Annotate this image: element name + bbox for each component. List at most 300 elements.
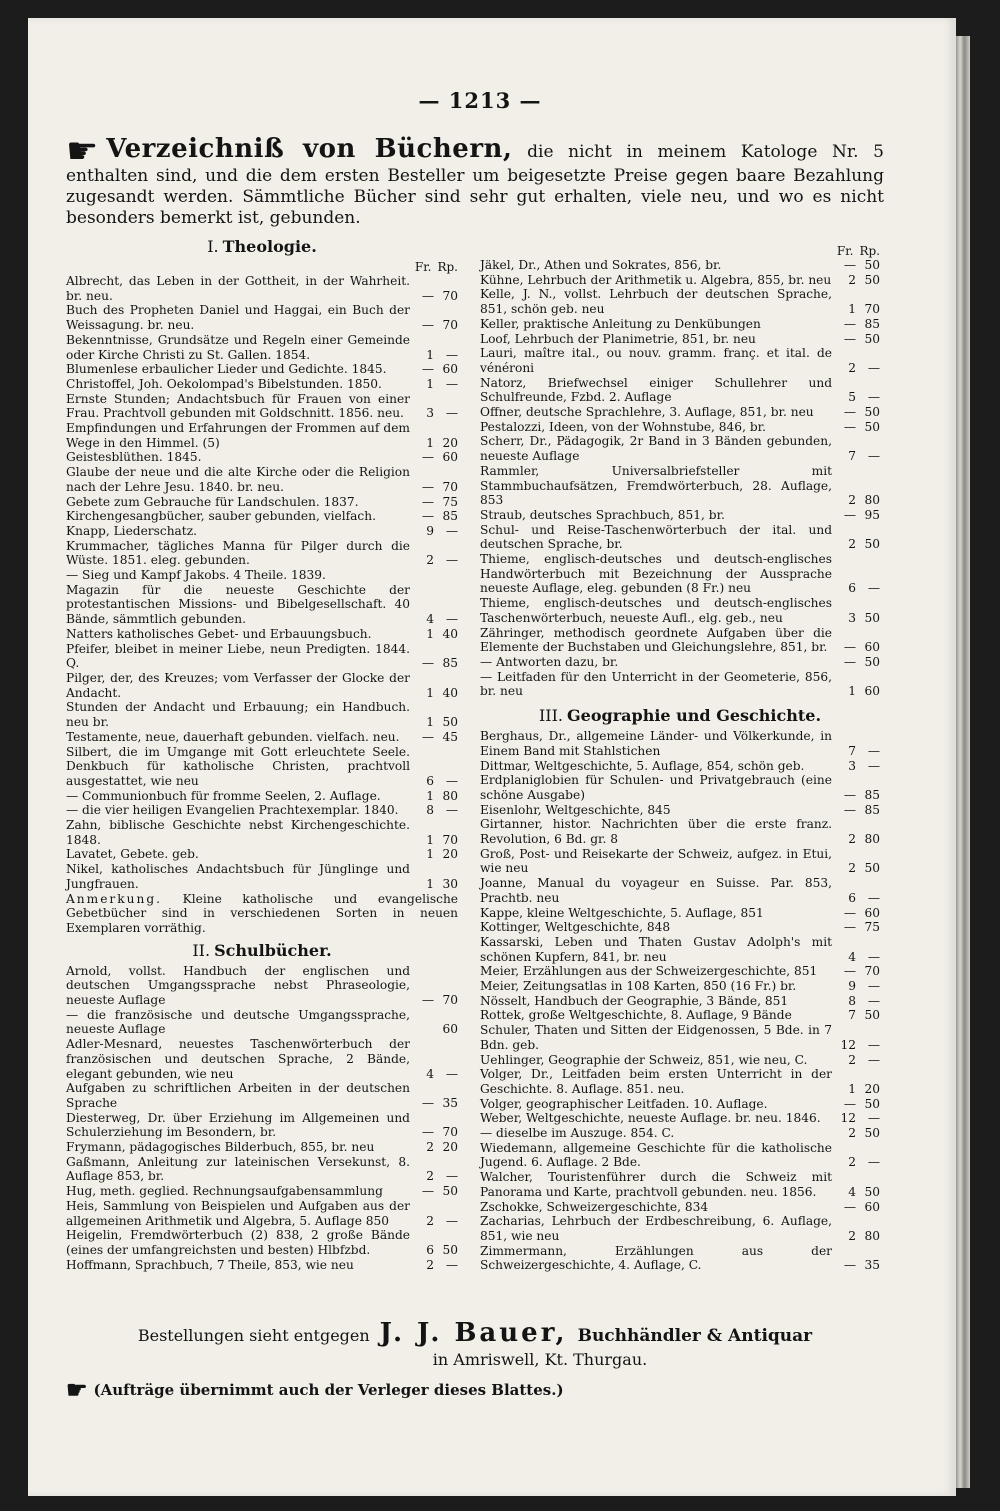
- book-title: Schul- und Reise-Taschenwörterbuch der ital. und deutschen Sprache, br.: [480, 522, 832, 552]
- page-number: — 1213 —: [418, 88, 542, 113]
- book-title: Arnold, vollst. Handbuch der englischen und deutschen Umgangssprache nebst Phraseologie, neueste Auflage: [66, 963, 410, 1008]
- book-title: Eisenlohr, Weltgeschichte, 845: [480, 802, 671, 817]
- price-rappen: 50: [864, 258, 880, 272]
- price-francs: 7: [848, 449, 856, 464]
- price-francs: 1: [426, 685, 434, 700]
- price-francs: 2: [426, 1169, 434, 1184]
- price-rappen: —: [867, 1037, 880, 1052]
- book-entry: [66, 1037, 458, 1081]
- book-entry: [66, 568, 458, 583]
- book-entry: [66, 362, 458, 377]
- book-title: Thieme, englisch-deutsches und deutsch-englisches Taschenwörterbuch, neueste Aufl., elg. geb., neu: [480, 596, 832, 625]
- book-title: Heis, Sammlung von Beispielen und Aufgaben aus der allgemeinen Arithmetik und Algebra, 5. Auflage 850: [66, 1198, 410, 1228]
- price-francs: —: [843, 1199, 856, 1214]
- book-title: Groß, Post- und Reisekarte der Schweiz, aufgez. in Etui, wie neu: [480, 846, 832, 876]
- price-rappen: —: [867, 449, 880, 464]
- price-rappen: 80: [864, 493, 880, 508]
- price-rappen: 85: [864, 787, 880, 802]
- price-francs: —: [843, 1258, 856, 1273]
- book-entry: [480, 1244, 880, 1273]
- price-rappen: —: [867, 1052, 880, 1067]
- price-francs: 1: [426, 847, 434, 862]
- book-title: Lauri, maître ital., ou nouv. gramm. franç. et ital. de vénéroni: [480, 346, 832, 375]
- price-francs: —: [843, 1096, 856, 1111]
- price-francs: 1: [426, 626, 434, 641]
- book-title: Magazin für die neueste Geschichte der protestantischen Missions- und Bibelgesellschaft. 40 Bände, sämmtlich gebunden.: [66, 582, 410, 627]
- book-entry: [480, 405, 880, 420]
- book-entry: [480, 729, 880, 758]
- price-rappen: 70: [442, 1125, 458, 1140]
- book-entry: [480, 258, 880, 273]
- price-francs: —: [421, 729, 434, 744]
- book-title: Pilger, der, des Kreuzes; vom Verfasser der Glocke der Andacht.: [66, 670, 410, 700]
- book-entry: [480, 273, 880, 288]
- book-entry: [66, 642, 458, 671]
- book-entry: [480, 773, 880, 802]
- order-text: Bestellungen sieht entgegen: [137, 1326, 370, 1345]
- book-entry: [66, 1081, 458, 1110]
- book-title: — die französische und deutsche Umgangssprache, neueste Auflage: [66, 1007, 410, 1037]
- book-title: — Communionbuch für fromme Seelen, 2. Auflage.: [66, 788, 381, 803]
- list-schulbuecher-cont: [480, 258, 880, 699]
- book-entry: [480, 876, 880, 905]
- book-entry: [66, 392, 458, 421]
- price-rappen: 60: [442, 1022, 458, 1037]
- price-francs: 9: [848, 979, 856, 994]
- price-rappen: 50: [864, 654, 880, 669]
- price-rappen: 95: [864, 507, 880, 522]
- book-entry: [480, 464, 880, 508]
- book-entry: [480, 1097, 880, 1112]
- price-rappen: 50: [864, 610, 880, 625]
- price-francs: 1: [848, 1081, 856, 1096]
- book-entry: [66, 509, 458, 524]
- price-rappen: 50: [442, 715, 458, 730]
- price-rappen: —: [867, 890, 880, 905]
- price-rappen: 50: [864, 419, 880, 434]
- book-title: Rottek, große Weltgeschichte, 8. Auflage, 9 Bände: [480, 1008, 792, 1023]
- price-francs: —: [421, 318, 434, 333]
- book-title: Offner, deutsche Sprachlehre, 3. Auflage, 851, br. neu: [480, 405, 814, 420]
- book-entry: [480, 1200, 880, 1215]
- price-francs: —: [843, 258, 856, 272]
- book-entry: [480, 920, 880, 935]
- price-rappen: —: [445, 523, 458, 538]
- book-entry: [480, 332, 880, 347]
- price-rappen: 35: [442, 1095, 458, 1110]
- price-rappen: 60: [864, 905, 880, 920]
- price-rappen: 70: [442, 479, 458, 494]
- price-francs: —: [421, 656, 434, 671]
- book-title: Aufgaben zu schriftlichen Arbeiten in der deutschen Sprache: [66, 1081, 410, 1110]
- book-entry: [480, 964, 880, 979]
- book-entry: [480, 552, 880, 596]
- left-column: [66, 236, 458, 1272]
- book-entry: [480, 626, 880, 655]
- book-title: Kirchengesangbücher, sauber gebunden, vielfach.: [66, 509, 376, 524]
- book-title: Natorz, Briefwechsel einiger Schullehrer und Schulfreunde, Fzbd. 2. Auflage: [480, 375, 832, 405]
- price-francs: 2: [848, 493, 856, 508]
- book-entry: [66, 700, 458, 729]
- price-rappen: 60: [864, 684, 880, 699]
- book-entry: [480, 1214, 880, 1243]
- book-entry: [66, 450, 458, 465]
- book-entry: [66, 671, 458, 700]
- price-rappen: 60: [442, 362, 458, 377]
- book-entry: [480, 1008, 880, 1023]
- price-rappen: 85: [864, 316, 880, 331]
- book-entry: [480, 1053, 880, 1068]
- price-rappen: 50: [864, 1096, 880, 1111]
- price-francs: —: [843, 964, 856, 979]
- book-entry: [66, 421, 458, 450]
- book-entry: [66, 847, 458, 862]
- book-entry: [480, 287, 880, 316]
- price-rappen: —: [867, 979, 880, 994]
- book-title: Bekenntnisse, Grundsätze und Regeln einer Gemeinde oder Kirche Christi zu St. Gallen. 1854.: [66, 332, 410, 362]
- price-rappen: 70: [442, 993, 458, 1008]
- price-francs: 6: [848, 890, 856, 905]
- price-francs: 6: [848, 581, 856, 596]
- book-entry: [480, 596, 880, 625]
- book-entry: [480, 1126, 880, 1141]
- price-francs: 6: [426, 773, 434, 788]
- price-francs: 2: [426, 1257, 434, 1272]
- list-schulbuecher: [66, 964, 458, 1273]
- price-rappen: 70: [442, 318, 458, 333]
- book-entry: [66, 377, 458, 392]
- price-francs: —: [421, 1095, 434, 1110]
- list-geographie: [480, 729, 880, 1273]
- book-entry: [66, 274, 458, 303]
- price-francs: 5: [848, 390, 856, 405]
- book-entry: [66, 1258, 458, 1273]
- price-rappen: 50: [864, 1184, 880, 1199]
- price-francs: —: [421, 362, 434, 377]
- price-rappen: —: [867, 949, 880, 964]
- price-rappen: —: [445, 1257, 458, 1272]
- price-francs: —: [843, 419, 856, 434]
- book-title: Lavatet, Gebete. geb.: [66, 847, 199, 862]
- price-rappen: —: [867, 743, 880, 758]
- book-entry: [480, 759, 880, 774]
- price-francs: 2: [848, 272, 856, 287]
- book-entry: [480, 1141, 880, 1170]
- book-entry: [480, 523, 880, 552]
- book-entry: [66, 333, 458, 362]
- book-title: Weber, Weltgeschichte, neueste Auflage. br. neu. 1846.: [480, 1111, 821, 1126]
- book-title: — Leitfaden für den Unterricht in der Geometerie, 856, br. neu: [480, 669, 832, 699]
- book-title: Zimmermann, Erzählungen aus der Schweizergeschichte, 4. Auflage, C.: [480, 1243, 832, 1273]
- book-title: Volger, Dr., Leitfaden beim ersten Unterricht in der Geschichte. 8. Auflage. 851. neu.: [480, 1067, 832, 1096]
- price-francs: 1: [426, 435, 434, 450]
- price-rappen: 70: [864, 964, 880, 979]
- book-title: Ernste Stunden; Andachtsbuch für Frauen von einer Frau. Prachtvoll gebunden mit Goldschnitt. 1856. neu.: [66, 391, 410, 421]
- price-rappen: 50: [864, 861, 880, 876]
- book-title: Krummacher, tägliches Manna für Pilger durch die Wüste. 1851. eleg. gebunden.: [66, 538, 410, 568]
- book-entry: [66, 1140, 458, 1155]
- price-rappen: —: [445, 376, 458, 391]
- bookseller-trade: Buchhändler & Antiquar: [577, 1326, 813, 1346]
- book-entry: [66, 1199, 458, 1228]
- book-entry: [480, 906, 880, 921]
- price-francs: 3: [426, 406, 434, 421]
- bookseller-name: J. J. Bauer,: [379, 1318, 568, 1348]
- book-title: Adler-Mesnard, neuestes Taschenwörterbuch der französischen und deutschen Sprache, 2 Bände, elegant gebunden, wie neu: [66, 1037, 410, 1081]
- price-francs: 1: [848, 684, 856, 699]
- price-francs: 8: [848, 993, 856, 1008]
- price-francs: —: [421, 1125, 434, 1140]
- book-entry: [480, 847, 880, 876]
- price-units-right: Fr. Rp.: [836, 244, 880, 258]
- book-title: — die vier heiligen Evangelien Prachtexemplar. 1840.: [66, 803, 399, 818]
- book-entry: [66, 1228, 458, 1257]
- book-entry: [480, 420, 880, 435]
- book-title: Schuler, Thaten und Sitten der Eidgenossen, 5 Bde. in 7 Bdn. geb.: [480, 1023, 832, 1052]
- book-title: Dittmar, Weltgeschichte, 5. Auflage, 854, schön geb.: [480, 758, 805, 773]
- price-rappen: 70: [864, 302, 880, 317]
- price-francs: 7: [848, 743, 856, 758]
- footer-line-bookseller: [66, 1318, 884, 1348]
- price-rappen: 80: [442, 788, 458, 803]
- book-title: Hug, meth. geglied. Rechnungsaufgabensammlung: [66, 1184, 383, 1199]
- price-rappen: —: [445, 347, 458, 362]
- book-title: Joanne, Manual du voyageur en Suisse. Par. 853, Prachtb. neu: [480, 876, 832, 905]
- price-rappen: —: [445, 1213, 458, 1228]
- book-title: Jäkel, Dr., Athen und Sokrates, 856, br.: [480, 258, 722, 272]
- book-title: Kassarski, Leben und Thaten Gustav Adolph's mit schönen Kupfern, 841, br. neu: [480, 934, 832, 964]
- price-rappen: 50: [864, 1008, 880, 1023]
- price-rappen: 50: [442, 1184, 458, 1199]
- book-title: Keller, praktische Anleitung zu Denkübungen: [480, 316, 761, 331]
- book-title: Frymann, pädagogisches Bilderbuch, 855, br. neu: [66, 1140, 375, 1155]
- intro-paragraph: [66, 131, 884, 229]
- price-rappen: 80: [864, 832, 880, 847]
- book-title: Zacharias, Lehrbuch der Erdbeschreibung, 6. Auflage, 851, wie neu: [480, 1214, 832, 1243]
- price-rappen: 20: [442, 435, 458, 450]
- price-francs: 8: [426, 803, 434, 818]
- price-rappen: 75: [864, 920, 880, 935]
- price-francs: 1: [426, 715, 434, 730]
- book-title: Gaßmann, Anleitung zur lateinischen Versekunst, 8. Auflage 853, br.: [66, 1154, 410, 1184]
- book-title: — dieselbe im Auszuge. 854. C.: [480, 1126, 675, 1141]
- book-entry: [66, 803, 458, 818]
- list-theologie: [66, 274, 458, 892]
- pointing-hand-icon: ☛: [66, 1375, 88, 1404]
- price-francs: —: [421, 479, 434, 494]
- price-rappen: 60: [864, 1199, 880, 1214]
- price-rappen: —: [867, 1155, 880, 1170]
- price-francs: 1: [426, 788, 434, 803]
- book-entry: [480, 670, 880, 699]
- book-entry: [480, 979, 880, 994]
- book-title: Albrecht, das Leben in der Gottheit, in der Wahrheit. br. neu.: [66, 274, 410, 303]
- book-title: Meier, Erzählungen aus der Schweizergeschichte, 851: [480, 964, 818, 979]
- price-rappen: 50: [864, 405, 880, 420]
- price-rappen: 50: [442, 1243, 458, 1257]
- price-francs: 2: [426, 1213, 434, 1228]
- price-rappen: —: [867, 390, 880, 405]
- book-title: Uehlinger, Geographie der Schweiz, 851, wie neu, C.: [480, 1052, 808, 1067]
- price-francs: —: [421, 509, 434, 524]
- price-rappen: 70: [442, 288, 458, 303]
- price-rappen: 35: [864, 1258, 880, 1273]
- price-francs: 4: [848, 949, 856, 964]
- intro-text: die nicht in meinem Katologe Nr. 5 enthalten sind, und die dem ersten Besteller um beigesetzte Preise gegen baare Bezahlung zugesandt werden. Sämmtliche Bücher sind sehr gut erhalten, viele neu, und wo es nicht besonders bemerkt ist, gebunden.: [66, 142, 884, 228]
- price-rappen: 60: [442, 450, 458, 465]
- price-francs: —: [421, 1184, 434, 1199]
- price-francs: 2: [848, 1229, 856, 1243]
- book-entry: [66, 539, 458, 568]
- price-francs: 2: [848, 1155, 856, 1170]
- price-francs: 12: [840, 1111, 856, 1126]
- book-title: Wiedemann, allgemeine Geschichte für die katholische Jugend. 6. Auflage. 2 Bde.: [480, 1140, 832, 1170]
- price-rappen: 75: [442, 494, 458, 509]
- price-francs: —: [843, 920, 856, 935]
- price-rappen: —: [445, 773, 458, 788]
- price-francs: 2: [848, 1052, 856, 1067]
- section-title-schulbuecher: II. Schulbücher.: [192, 940, 332, 960]
- price-francs: 1: [426, 347, 434, 362]
- pointing-hand-icon: ☛: [66, 131, 99, 172]
- price-rappen: —: [867, 758, 880, 773]
- book-entry: [480, 1067, 880, 1096]
- price-francs: 7: [848, 1008, 856, 1023]
- price-francs: —: [421, 450, 434, 465]
- price-francs: —: [843, 905, 856, 920]
- price-francs: —: [843, 654, 856, 669]
- right-column: [480, 236, 880, 1273]
- price-francs: 1: [426, 376, 434, 391]
- price-rappen: 85: [864, 802, 880, 817]
- book-entry: [480, 508, 880, 523]
- book-title: Pfeifer, bleibet in meiner Liebe, neun Predigten. 1844. Q.: [66, 641, 410, 671]
- price-francs: 2: [426, 1140, 434, 1155]
- price-francs: —: [843, 802, 856, 817]
- price-francs: 9: [426, 523, 434, 538]
- book-title: Berghaus, Dr., allgemeine Länder- und Völkerkunde, in Einem Band mit Stahlstichen: [480, 729, 832, 758]
- book-title: Blumenlese erbaulicher Lieder und Gedichte. 1845.: [66, 362, 387, 377]
- book-entry: [480, 994, 880, 1009]
- price-rappen: 80: [864, 1229, 880, 1243]
- footer-commission-line: [66, 1375, 884, 1404]
- price-rappen: —: [867, 360, 880, 375]
- book-title: Empfindungen und Erfahrungen der Frommen auf dem Wege in den Himmel. (5): [66, 421, 410, 450]
- book-title: Diesterweg, Dr. über Erziehung im Allgemeinen und Schulerziehung im Besondern, br.: [66, 1110, 410, 1140]
- book-title: Testamente, neue, dauerhaft gebunden. vielfach. neu.: [66, 729, 400, 744]
- book-entry: [66, 862, 458, 891]
- book-title: Kühne, Lehrbuch der Arithmetik u. Algebra, 855, br. neu: [480, 272, 832, 287]
- price-francs: —: [421, 288, 434, 303]
- book-title: Hoffmann, Sprachbuch, 7 Theile, 853, wie neu: [66, 1257, 354, 1272]
- book-entry: [66, 1155, 458, 1184]
- price-francs: —: [843, 316, 856, 331]
- book-title: Heigelin, Fremdwörterbuch (2) 838, 2 große Bände (eines der umfangreichsten und besten) Hlbfzbd.: [66, 1228, 410, 1257]
- book-entry: [66, 627, 458, 642]
- book-title: Glaube der neue und die alte Kirche oder die Religion nach der Lehre Jesu. 1840. br. neu.: [66, 465, 410, 494]
- price-rappen: 50: [864, 272, 880, 287]
- price-francs: 4: [426, 612, 434, 627]
- price-rappen: —: [445, 1066, 458, 1081]
- price-rappen: 50: [864, 537, 880, 552]
- book-entry: [66, 789, 458, 804]
- book-entry: [480, 1023, 880, 1052]
- price-francs: 2: [848, 537, 856, 552]
- book-title: Pestalozzi, Ideen, von der Wohnstube, 846, br.: [480, 419, 766, 434]
- price-francs: —: [843, 640, 856, 655]
- price-francs: 3: [848, 758, 856, 773]
- price-francs: —: [843, 331, 856, 346]
- price-francs: 3: [848, 610, 856, 625]
- price-francs: 1: [426, 832, 434, 847]
- book-title: Nösselt, Handbuch der Geographie, 3 Bände, 851: [480, 993, 789, 1008]
- price-rappen: 70: [442, 832, 458, 847]
- catalogue-heading: Verzeichniß von Büchern,: [106, 134, 513, 164]
- price-rappen: 30: [442, 876, 458, 891]
- book-entry: [66, 465, 458, 494]
- book-title: Scherr, Dr., Pädagogik, 2r Band in 3 Bänden gebunden, neueste Auflage: [480, 434, 832, 464]
- book-title: Natters katholisches Gebet- und Erbauungsbuch.: [66, 626, 372, 641]
- price-units: Fr. Rp.: [414, 260, 458, 274]
- price-francs: 1: [426, 876, 434, 891]
- price-rappen: 85: [442, 509, 458, 524]
- price-francs: 4: [426, 1066, 434, 1081]
- price-francs: 2: [848, 861, 856, 876]
- price-francs: —: [421, 494, 434, 509]
- price-francs: —: [843, 507, 856, 522]
- book-entry: [480, 317, 880, 332]
- page-edge: [956, 36, 970, 1488]
- book-entry: [480, 935, 880, 964]
- book-title: Zschokke, Schweizergeschichte, 834: [480, 1199, 709, 1214]
- book-title: Zähringer, methodisch geordnete Aufgaben über die Elemente der Buchstaben und Gleichungslehre, 851, br.: [480, 625, 832, 655]
- book-entry: [66, 524, 458, 539]
- book-title: Silbert, die im Umgange mit Gott erleuchtete Seele. Denkbuch für katholische Christen, prachtvoll ausgestattet, wie neu: [66, 744, 410, 788]
- footer-advertisement: [66, 1318, 884, 1404]
- price-rappen: 50: [864, 1126, 880, 1141]
- book-entry: [66, 1111, 458, 1140]
- price-rappen: 85: [442, 656, 458, 671]
- book-title: Girtanner, histor. Nachrichten über die erste franz. Revolution, 6 Bd. gr. 8: [480, 817, 832, 847]
- price-rappen: —: [867, 581, 880, 596]
- price-rappen: —: [445, 553, 458, 568]
- book-title: Geistesblüthen. 1845.: [66, 450, 202, 465]
- price-rappen: 40: [442, 626, 458, 641]
- book-entry: [480, 434, 880, 463]
- book-title: Loof, Lehrbuch der Planimetrie, 851, br. neu: [480, 331, 756, 346]
- price-francs: —: [843, 405, 856, 420]
- price-rappen: —: [445, 406, 458, 421]
- theologie-note: Anmerkung. Kleine katholische und evangelische Gebetbücher sind in verschiedenen Sorten in neuen Exemplaren vorräthig.: [66, 891, 459, 935]
- book-title: Straub, deutsches Sprachbuch, 851, br.: [480, 507, 725, 522]
- price-francs: —: [421, 993, 434, 1008]
- book-entry: [480, 817, 880, 846]
- price-francs: —: [843, 787, 856, 802]
- book-title: Knapp, Liederschatz.: [66, 523, 198, 538]
- price-francs: 1: [848, 302, 856, 317]
- book-entry: [480, 346, 880, 375]
- commission-text: (Aufträge übernimmt auch der Verleger dieses Blattes.): [93, 1381, 564, 1399]
- price-rappen: —: [445, 1169, 458, 1184]
- book-entry: [480, 655, 880, 670]
- book-entry: [66, 583, 458, 627]
- book-entry: [66, 1184, 458, 1199]
- book-title: Volger, geographischer Leitfaden. 10. Auflage.: [480, 1096, 768, 1111]
- book-title: — Antworten dazu, br.: [480, 654, 619, 669]
- price-rappen: 50: [864, 331, 880, 346]
- book-title: Nikel, katholisches Andachtsbuch für Jünglinge und Jungfrauen.: [66, 862, 410, 891]
- book-title: Zahn, biblische Geschichte nebst Kirchengeschichte. 1848.: [66, 818, 410, 847]
